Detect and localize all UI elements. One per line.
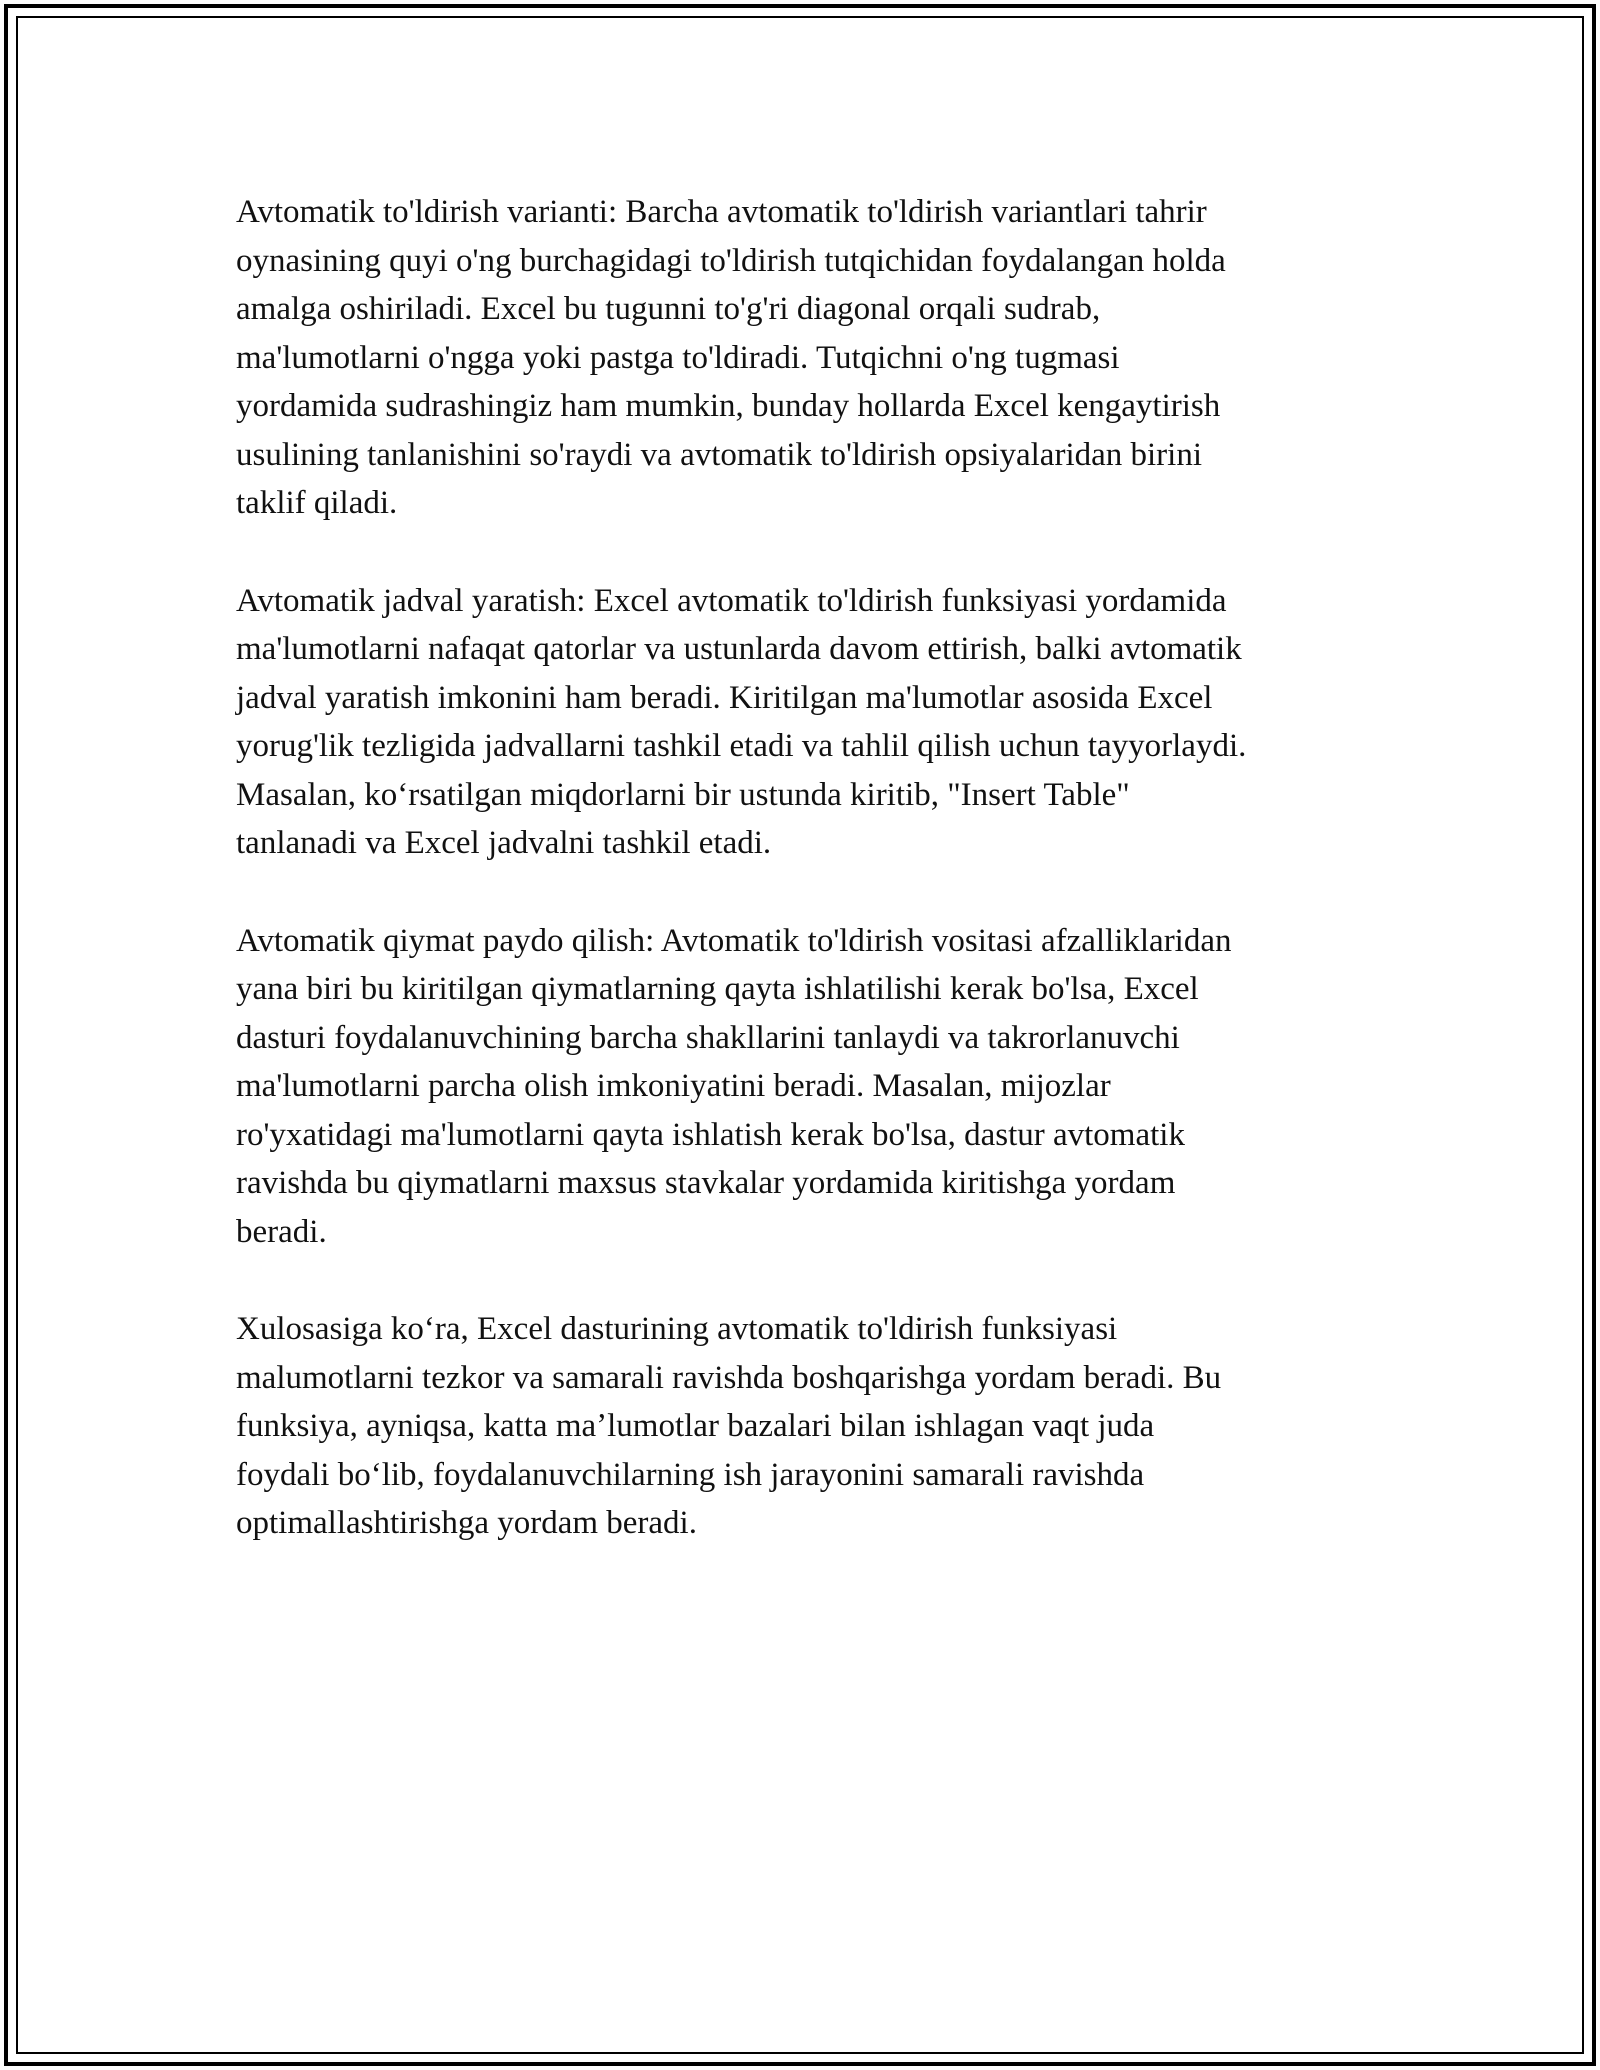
paragraph-auto-value: Avtomatik qiymat paydo qilish: Avtomatik to'ldirish vositasi afzalliklaridan yana biri bu kiritilgan qiymatlarning qayta ishlatilishi kerak bo'lsa, Excel dasturi foydalanuvchining barcha shakllarini tanlaydi va takrorlanuvchi ma'lumotlarni parcha olish imkoniyatini beradi. Masalan, mijozlar ro'yxatidagi ma'lumotlarni qayta ishlatish kerak bo'lsa, dastur avtomatik ravishda bu qiymatlarni maxsus stavkalar yordamida kiritishga yordam beradi. [236, 922, 1232, 1250]
paragraph-autofill-variant: Avtomatik to'ldirish varianti: Barcha avtomatik to'ldirish variantlari tahrir oynasining quyi o'ng burchagidagi to'ldirish tutqichidan foydalangan holda amalga oshiriladi. Excel bu tugunni to'g'ri diagonal orqali sudrab, ma'lumotlarni o'ngga yoki pastga to'ldiradi. Tutqichni o'ng tugmasi yordamida sudrashingiz ham mumkin, bunday hollarda Excel kengaytirish usulining tanlanishini so'raydi va avtomatik to'ldirish opsiyalaridan birini taklif qiladi. [236, 194, 1226, 521]
paragraph-conclusion: Xulosasiga koʻra, Excel dasturining avtomatik to'ldirish funksiyasi malumotlarni tezkor va samarali ravishda boshqarishga yordam beradi. Bu funksiya, ayniqsa, katta maʼlumotlar bazalari bilan ishlagan vaqt juda foydali boʻlib, foydalanuvchilarning ish jarayonini samarali ravishda optimallashtirishga yordam beradi. [236, 1311, 1222, 1541]
paragraph-auto-table: Avtomatik jadval yaratish: Excel avtomatik to'ldirish funksiyasi yordamida ma'lumotlarni nafaqat qatorlar va ustunlarda davom ettirish, balki avtomatik jadval yaratish imkonini ham beradi. Kiritilgan ma'lumotlar asosida Excel yorug'lik tezligida jadvallarni tashkil etadi va tahlil qilish uchun tayyorlaydi. Masalan, koʻrsatilgan miqdorlarni bir ustunda kiritib, "Insert Table" tanlanadi va Excel jadvalni tashkil etadi. [236, 582, 1247, 861]
document-body [236, 188, 1366, 1597]
